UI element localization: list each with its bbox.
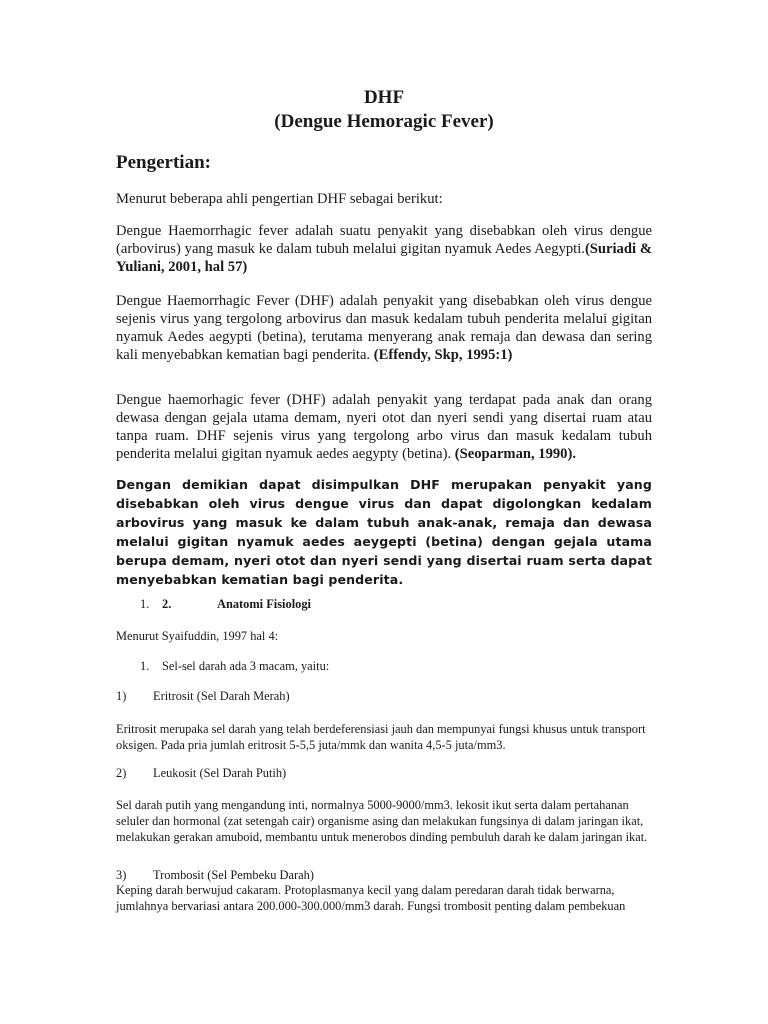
section-title-anatomi: Anatomi Fisiologi: [217, 597, 311, 611]
list-number: 1.: [140, 597, 150, 611]
citation: (Suriadi & Yuliani, 2001, hal 57): [116, 241, 652, 275]
document-title: DHF: [363, 87, 405, 108]
conclusion-paragraph: Dengan demikian dapat disimpulkan DHF merupakan penyakit yang disebabkan oleh virus dengue virus dan dapat digolongkan kedalam arbovirus yang masuk ke dalam tubuh anak-anak, remaja dan dewasa melalui gigitan nyamuk aedes aeygepti (betina) dengan gejala utama berupa demam, nyeri otot dan nyeri sendi yang disertai ruam serta dapat menyebabkan kematian bagi penderita.: [116, 477, 652, 587]
list-number: 2): [116, 766, 127, 780]
list-number: 1): [116, 689, 127, 703]
trombosit-paragraph: Keping darah berwujud cakaram. Protoplasmanya kecil yang dalam peredaran darah tidak berwarna, jumlahnya bervariasi antara 200.000-300.000/mm3 darah. Fungsi trombosit penting dalam pembekuan: [116, 883, 626, 913]
intro-paragraph: Menurut beberapa ahli pengertian DHF sebagai berikut:: [116, 191, 443, 207]
subheading-eritrosit: Eritrosit (Sel Darah Merah): [153, 689, 290, 703]
document-subtitle: (Dengue Hemoragic Fever): [274, 111, 494, 132]
definition-paragraph-1: [116, 222, 652, 276]
definition-text: Dengue Haemorrhagic Fever (DHF) adalah penyakit yang disebabkan oleh virus dengue sejenis virus yang tergolong arbovirus dan masuk kedalam tubuh penderita melalui gigitan nyamuk Aedes aegypti (betina), terutama menyerang anak remaja dan dewasa dan sering kali menyebabkan kematian bagi penderita.: [116, 293, 652, 363]
section-heading-pengertian: Pengertian:: [116, 152, 211, 173]
eritrosit-paragraph: Eritrosit merupaka sel darah yang telah berdeferensiasi jauh dan mempunyai fungsi khusus untuk transport oksigen. Pada pria jumlah eritrosit 5-5,5 juta/mmk dan wanita 4,5-5 juta/mm3.: [116, 722, 646, 752]
definition-paragraph-2: [116, 292, 652, 364]
subheading-trombosit: Trombosit (Sel Pembeku Darah): [153, 868, 314, 882]
leukosit-paragraph: Sel darah putih yang mengandung inti, normalnya 5000-9000/mm3. lekosit ikut serta dalam pertahanan seluler dan hormonal (zat setengah cair) organisme asing dan melakukan fungsinya di dalam jaringan ikat, melakukan gerakan amuboid, membantu untuk menerobos dinding pembuluh darah ke dalam jaringan ikat.: [116, 798, 648, 844]
section-number: 2.: [162, 597, 172, 611]
citation: (Effendy, Skp, 1995:1): [373, 347, 513, 363]
source-line: Menurut Syaifuddin, 1997 hal 4:: [116, 629, 279, 643]
definition-paragraph-3: [116, 391, 652, 463]
subheading-leukosit: Leukosit (Sel Darah Putih): [153, 766, 287, 780]
list-number: 3): [116, 868, 127, 882]
definition-text: Dengue Haemorrhagic fever adalah suatu penyakit yang disebabkan oleh virus dengue (arbovirus) yang masuk ke dalam tubuh melalui gigitan nyamuk Aedes Aegypti.: [116, 223, 652, 257]
list-number: 1.: [140, 659, 150, 673]
list-item-text: Sel-sel darah ada 3 macam, yaitu:: [162, 659, 330, 673]
citation: (Seoparman, 1990).: [454, 446, 576, 462]
definition-text: Dengue haemorhagic fever (DHF) adalah penyakit yang terdapat pada anak dan orang dewasa dengan gejala utama demam, nyeri otot dan nyeri sendi yang disertai ruam atau tanpa ruam. DHF sejenis virus yang tergolong arbo virus dan masuk kedalam tubuh penderita melalui gigitan nyamuk aedes aegypty (betina).: [116, 392, 652, 462]
